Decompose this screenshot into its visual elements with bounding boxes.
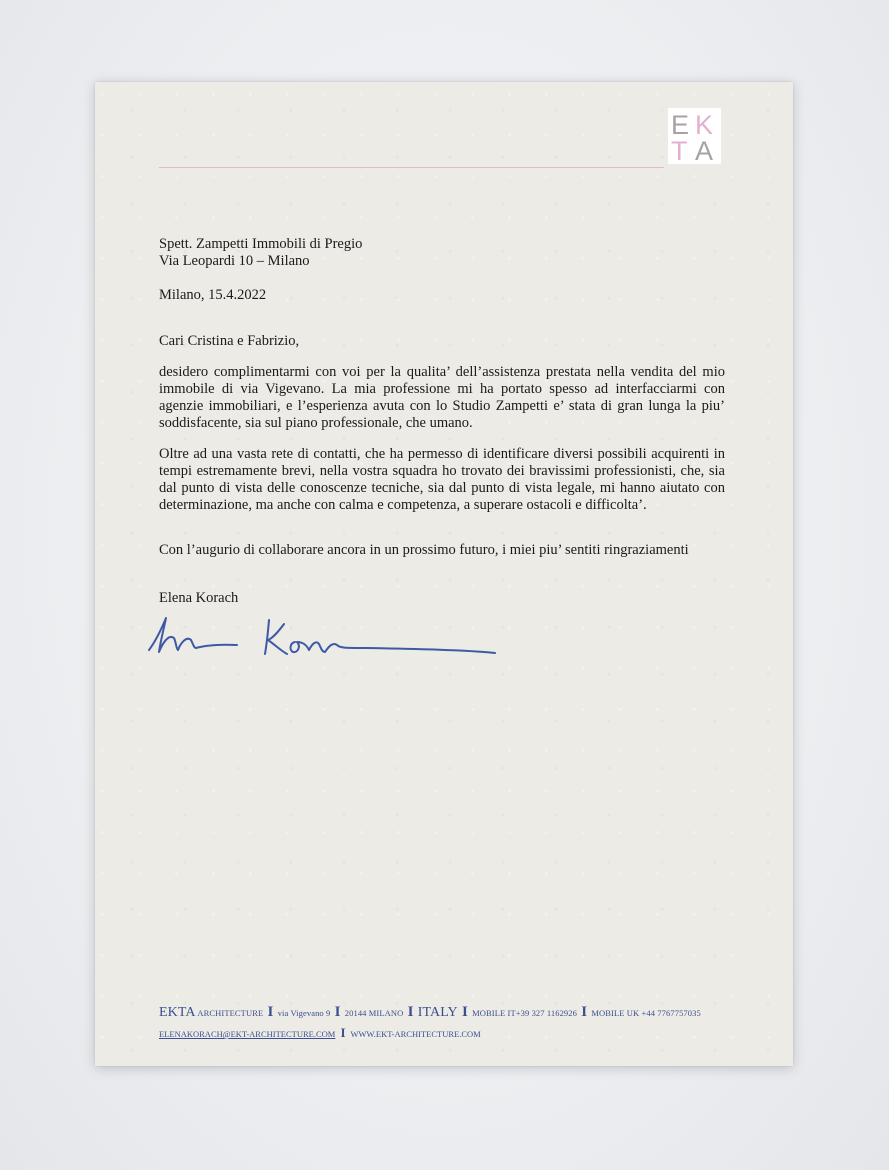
footer-separator: I <box>267 1004 274 1020</box>
footer-separator: I <box>581 1004 588 1020</box>
footer-country: ITALY <box>417 1005 458 1020</box>
footer-city: 20144 MILANO <box>344 1008 404 1018</box>
recipient-name: Spett. Zampetti Immobili di Pregio <box>159 236 363 252</box>
footer-address: via Vigevano 9 <box>277 1008 331 1018</box>
closing-line: Con l’augurio di collaborare ancora in un prossimo futuro, i miei piu’ sentiti ringraziamenti <box>159 542 689 558</box>
header-rule <box>159 167 664 168</box>
footer-separator: I <box>334 1004 341 1020</box>
footer-company: EKTA <box>159 1005 196 1020</box>
footer-company-suffix: ARCHITECTURE <box>197 1008 264 1018</box>
ekta-logo-mark <box>668 108 721 164</box>
ekta-logo <box>668 108 721 164</box>
handwritten-signature <box>147 612 507 664</box>
footer-separator: I <box>340 1025 346 1040</box>
letter-sheet <box>95 82 793 1066</box>
footer-separator: I <box>461 1004 468 1020</box>
logo-letter-k: K <box>695 110 714 140</box>
footer-website-link[interactable]: WWW.EKT-ARCHITECTURE.COM <box>350 1029 481 1039</box>
recipient-block <box>159 236 725 270</box>
footer-contact-line <box>159 1004 701 1021</box>
footer-email-link[interactable]: ELENAKORACH@EKT-ARCHITECTURE.COM <box>159 1029 336 1039</box>
logo-letter-a: A <box>695 136 714 164</box>
letter-date: Milano, 15.4.2022 <box>159 287 267 303</box>
footer-mobile-uk: MOBILE UK +44 7767757035 <box>591 1008 701 1018</box>
footer-mobile-it: MOBILE IT+39 327 1162926 <box>472 1008 577 1018</box>
recipient-address: Via Leopardi 10 – Milano <box>159 253 310 269</box>
signer-name: Elena Korach <box>159 590 239 606</box>
paragraph-2: Oltre ad una vasta rete di contatti, che ha permesso di identificare diversi possibili acquirenti in tempi estremamente brevi, nella vostra squadra ho trovato dei bravissimi professionisti, che, sia dal punto di vista delle conoscenze tecniche, sia dal punto di vista legale, mi hanno aiutato con determinazione, ma anche con calma e competenza, a superare ostacoli e difficolta’. <box>159 446 725 513</box>
logo-letter-e: E <box>671 110 690 140</box>
footer-separator: I <box>407 1004 414 1020</box>
logo-letter-t: T <box>671 136 688 164</box>
footer-web-line <box>159 1025 481 1041</box>
salutation: Cari Cristina e Fabrizio, <box>159 333 300 349</box>
paragraph-1: desidero complimentarmi con voi per la qualita’ dell’assistenza prestata nella vendita del mio immobile di via Vigevano. La mia professione mi ha portato spesso ad interfacciarmi con agenzie immobiliari, e l’esperienza avuta con lo Studio Zampetti e’ stata di gran lunga la piu’ soddisfacente, sia sul piano professionale, che umano. <box>159 364 725 431</box>
